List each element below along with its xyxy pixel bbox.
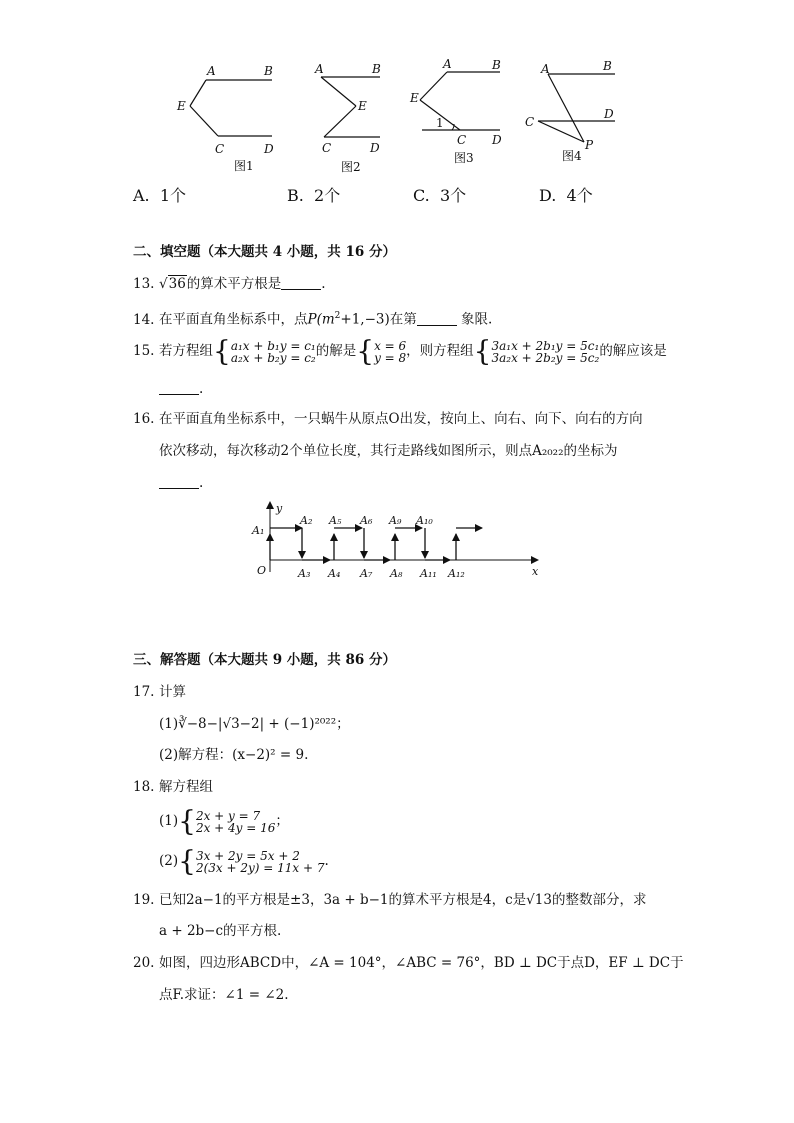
q14-point: P(m bbox=[307, 311, 335, 328]
q17-part-2: (2)解方程：(x−2)² = 9. bbox=[159, 747, 309, 763]
q15-sol-x: x = 6 bbox=[374, 338, 407, 353]
q15-answer-line bbox=[159, 380, 203, 398]
q18-p1-end: ； bbox=[275, 813, 289, 829]
q18-part-1 bbox=[159, 806, 289, 836]
q13-text: 的算术平方根是 bbox=[186, 276, 282, 292]
fig1-label-d: D bbox=[264, 142, 274, 156]
label-a6: A₆ bbox=[360, 514, 373, 527]
section-2-heading: 二、填空题（本大题共 4 小题，共 16 分） bbox=[133, 244, 396, 260]
q18-p2-brace: { bbox=[178, 844, 196, 878]
q14-pre: 在平面直角坐标系中，点 bbox=[159, 311, 308, 328]
q19-number: 19. bbox=[133, 892, 155, 908]
question-16-line-1 bbox=[133, 410, 643, 428]
fig3-label-b: B bbox=[492, 58, 501, 72]
q15-sys2-eq2: 3a₂x + 2b₂y = 5c₂ bbox=[491, 350, 600, 365]
label-a7: A₇ bbox=[360, 567, 373, 580]
angle-figures bbox=[160, 58, 640, 178]
question-16-line-2: 依次移动，每次移动2个单位长度，其行走路线如图所示，则点A₂₀₂₂的坐标为 bbox=[159, 443, 618, 459]
option-b-letter: B. bbox=[287, 186, 304, 205]
question-19-line-2: a + 2b−c的平方根. bbox=[159, 923, 282, 939]
q16-end: . bbox=[199, 475, 204, 491]
q15-sys2-eq1: 3a₁x + 2b₁y = 5c₁ bbox=[491, 338, 600, 353]
q15-post: 的解应该是 bbox=[599, 343, 667, 359]
fig2-caption: 图2 bbox=[341, 160, 361, 174]
label-a5: A₅ bbox=[329, 514, 342, 527]
fig3-label-c: C bbox=[457, 133, 467, 147]
option-c-letter: C. bbox=[413, 186, 430, 205]
fig2-label-b: B bbox=[372, 62, 381, 76]
section-3-heading: 三、解答题（本大题共 9 小题，共 86 分） bbox=[133, 652, 396, 668]
walk-svg bbox=[250, 500, 550, 582]
fig2-label-e: E bbox=[358, 99, 367, 113]
fig1-label-c: C bbox=[215, 142, 225, 156]
fig2-label-a: A bbox=[315, 62, 324, 76]
figure-2 bbox=[314, 62, 381, 174]
q14-post: 象限. bbox=[461, 311, 493, 328]
question-16-line-3 bbox=[159, 474, 203, 492]
q15-solution bbox=[374, 340, 406, 364]
label-a12: A₁₂ bbox=[448, 567, 465, 580]
label-a2: A₂ bbox=[300, 514, 313, 527]
question-20-line-2: 点F.求证：∠1 = ∠2. bbox=[159, 987, 289, 1003]
option-a bbox=[133, 183, 186, 206]
q15-system-2 bbox=[492, 340, 600, 364]
option-c bbox=[413, 183, 466, 206]
q15-system-1 bbox=[231, 340, 316, 364]
y-axis-label: y bbox=[276, 502, 283, 515]
label-a11: A₁₁ bbox=[420, 567, 437, 580]
q18-p2-label: (2) bbox=[159, 853, 179, 869]
fig1-label-e: E bbox=[177, 99, 186, 113]
q14-number: 14. bbox=[133, 311, 155, 328]
q15-blank bbox=[159, 380, 199, 395]
fig1-label-a: A bbox=[207, 64, 216, 78]
fig3-label-angle-1: 1 bbox=[436, 116, 444, 130]
question-15 bbox=[133, 336, 667, 366]
option-a-text: 1个 bbox=[159, 186, 186, 205]
fig3-label-a: A bbox=[443, 57, 452, 71]
q17-title: 计算 bbox=[159, 684, 186, 700]
fig4-label-a: A bbox=[541, 62, 550, 76]
option-a-letter: A. bbox=[133, 186, 150, 205]
snail-walk-figure bbox=[250, 500, 550, 582]
fig2-label-d: D bbox=[370, 141, 380, 155]
q18-part-2 bbox=[159, 846, 329, 876]
q15-brace-1: { bbox=[213, 334, 231, 368]
fig4-label-p: P bbox=[585, 138, 594, 152]
fig1-caption: 图1 bbox=[234, 159, 254, 173]
fig2-label-c: C bbox=[322, 141, 332, 155]
q18-p1-label: (1) bbox=[159, 813, 179, 829]
q16-line1: 在平面直角坐标系中，一只蜗牛从原点O出发，按向上、向右、向下、向右的方向 bbox=[159, 411, 643, 427]
option-d-text: 4个 bbox=[566, 186, 593, 205]
option-b-text: 2个 bbox=[314, 186, 341, 205]
q19-line1: 已知2a−1的平方根是±3，3a + b−1的算术平方根是4，c是√13的整数部分，求 bbox=[159, 892, 647, 908]
q18-p2-eq1: 3x + 2y = 5x + 2 bbox=[195, 848, 300, 863]
fig4-label-b: B bbox=[603, 59, 612, 73]
fig4-label-d: D bbox=[604, 107, 614, 121]
label-a8: A₈ bbox=[390, 567, 403, 580]
option-b bbox=[287, 183, 340, 206]
q14-rest: +1,−3)在第 bbox=[340, 311, 417, 328]
q18-p2-system bbox=[196, 850, 325, 874]
fig4-label-c: C bbox=[525, 115, 535, 129]
q18-p1-eq2: 2x + 4y = 16 bbox=[195, 820, 276, 835]
q13-blank bbox=[281, 275, 321, 290]
q15-pre: 若方程组 bbox=[159, 343, 213, 359]
q13-radicand: 36 bbox=[168, 276, 186, 292]
q18-number: 18. bbox=[133, 779, 155, 795]
fig1-label-b: B bbox=[264, 64, 273, 78]
q13-end: . bbox=[321, 276, 326, 292]
q17-part-1: (1)∛−8−|√3−2| + (−1)²⁰²²； bbox=[159, 716, 350, 732]
q20-line1: 如图，四边形ABCD中，∠A = 104°，∠ABC = 76°，BD ⊥ DC于点D，EF ⊥ DC于 bbox=[159, 955, 684, 971]
q15-number: 15. bbox=[133, 343, 155, 359]
q18-p1-eq1: 2x + y = 7 bbox=[195, 808, 261, 823]
q15-end: . bbox=[199, 381, 204, 397]
fig3-caption: 图3 bbox=[454, 151, 474, 165]
question-14 bbox=[133, 307, 492, 329]
label-a1: A₁ bbox=[252, 524, 265, 537]
figure-3 bbox=[409, 57, 502, 165]
q18-title: 解方程组 bbox=[159, 779, 213, 795]
question-13: 13. √36的算术平方根是 . bbox=[133, 276, 326, 292]
q16-blank bbox=[159, 474, 199, 489]
label-a9: A₉ bbox=[389, 514, 402, 527]
q17-number: 17. bbox=[133, 684, 155, 700]
q13-number: 13. bbox=[133, 276, 155, 292]
fig3-label-d: D bbox=[492, 133, 502, 147]
option-d-letter: D. bbox=[539, 186, 557, 205]
question-20-line-1 bbox=[133, 954, 684, 972]
q18-p1-brace: { bbox=[178, 804, 196, 838]
q18-p1-system bbox=[196, 810, 275, 834]
q16-number: 16. bbox=[133, 411, 155, 427]
figures-svg bbox=[160, 58, 640, 178]
fig3-label-e: E bbox=[410, 91, 419, 105]
q15-sol-y: y = 8 bbox=[374, 350, 407, 365]
q15-brace-2: { bbox=[356, 334, 375, 368]
figure-1 bbox=[176, 64, 274, 173]
figure-4 bbox=[525, 59, 615, 163]
label-a10: A₁₀ bbox=[416, 514, 433, 527]
q14-blank bbox=[417, 311, 457, 326]
question-17 bbox=[133, 683, 186, 701]
label-a3: A₃ bbox=[298, 567, 311, 580]
q20-number: 20. bbox=[133, 955, 155, 971]
question-19-line-1 bbox=[133, 891, 646, 909]
x-axis-label: x bbox=[532, 565, 539, 578]
q15-sys1-eq2: a₂x + b₂y = c₂ bbox=[230, 350, 316, 365]
q15-mid1: 的解是 bbox=[315, 343, 357, 359]
label-a4: A₄ bbox=[328, 567, 341, 580]
q18-p2-eq2: 2(3x + 2y) = 11x + 7 bbox=[195, 860, 325, 875]
q18-p2-end: . bbox=[324, 853, 329, 869]
fig4-caption: 图4 bbox=[562, 149, 582, 163]
option-d bbox=[539, 183, 593, 206]
q15-mid2: ，则方程组 bbox=[406, 343, 474, 359]
q15-brace-3: { bbox=[473, 334, 492, 368]
q15-sys1-eq1: a₁x + b₁y = c₁ bbox=[230, 338, 316, 353]
question-18 bbox=[133, 778, 213, 796]
origin-label: O bbox=[257, 564, 267, 577]
option-c-text: 3个 bbox=[439, 186, 467, 205]
q14-exponent: 2 bbox=[334, 311, 341, 321]
